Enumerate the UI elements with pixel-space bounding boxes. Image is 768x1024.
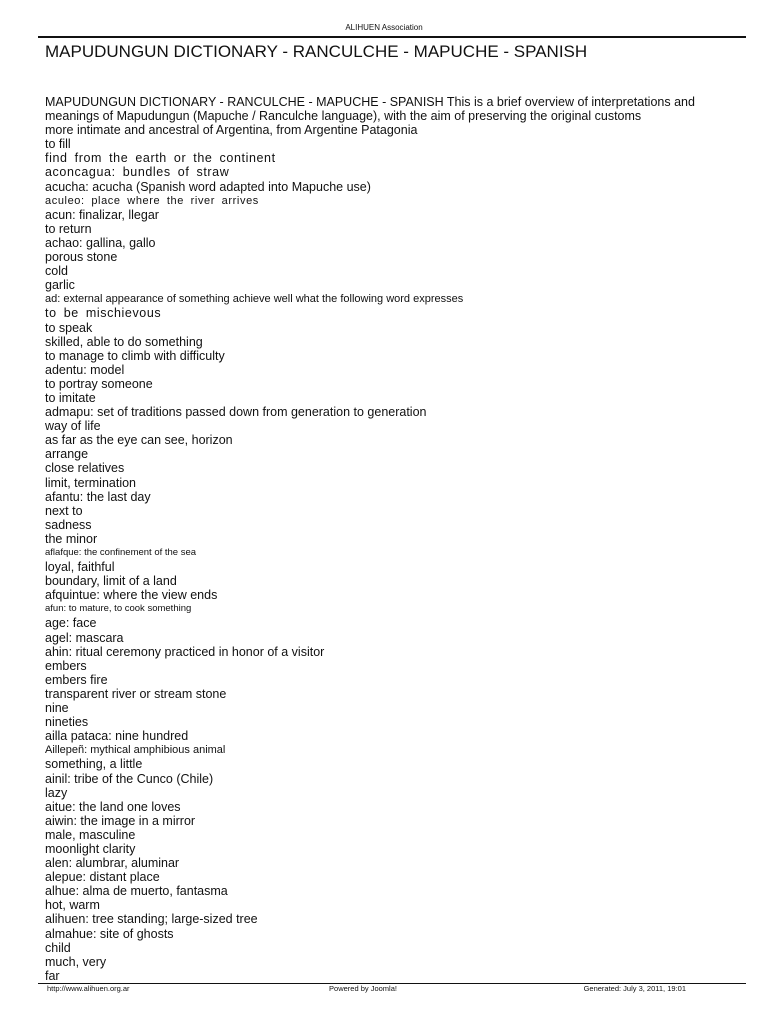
dictionary-entry: boundary, limit of a land <box>45 574 177 589</box>
dictionary-entry: lazy <box>45 785 68 800</box>
dictionary-entry: nineties <box>45 715 89 730</box>
dictionary-entry: hot, warm <box>45 898 100 913</box>
dictionary-entry: close relatives <box>45 461 125 476</box>
dictionary-entry: admapu: set of traditions passed down from generation to generation <box>45 405 427 420</box>
dictionary-entry: aitue: the land one loves <box>45 799 181 814</box>
dictionary-entry: to imitate <box>45 390 96 405</box>
dictionary-entry: aiwin: the image in a mirror <box>45 813 196 828</box>
document-body <box>45 95 725 983</box>
dictionary-entry: skilled, able to do something <box>45 334 203 349</box>
intro-line: more intimate and ancestral of Argentina, from Argentine Patagonia <box>45 123 418 138</box>
intro-line: MAPUDUNGUN DICTIONARY - RANCULCHE - MAPUCHE - SPANISH This is a brief overview of interpretations and <box>45 95 695 109</box>
dictionary-entry: alihuen: tree standing; large-sized tree <box>45 912 258 927</box>
organization-header: ALIHUEN Association <box>345 23 423 32</box>
dictionary-entry: achao: gallina, gallo <box>45 235 156 250</box>
dictionary-entry: as far as the eye can see, horizon <box>45 433 233 448</box>
dictionary-entry: something, a little <box>45 757 143 772</box>
dictionary-entry: sadness <box>45 517 92 532</box>
dictionary-entry: alen: alumbrar, aluminar <box>45 856 180 871</box>
dictionary-entry: to fill <box>45 137 71 152</box>
dictionary-entry: to speak <box>45 320 93 335</box>
dictionary-entry: porous stone <box>45 250 118 265</box>
dictionary-entry: to return <box>45 221 92 236</box>
dictionary-entry: to manage to climb with difficulty <box>45 348 225 363</box>
dictionary-entry: next to <box>45 503 83 518</box>
dictionary-entry: way of life <box>45 419 101 434</box>
dictionary-entry: embers fire <box>45 672 108 687</box>
dictionary-entry: the minor <box>45 531 98 546</box>
dictionary-entry: nine <box>45 701 69 716</box>
footer-url: http://www.alihuen.org.ar <box>47 984 130 993</box>
dictionary-entry: age: face <box>45 616 97 631</box>
dictionary-entry: alhue: alma de muerto, fantasma <box>45 884 228 899</box>
dictionary-entry: cold <box>45 264 68 279</box>
dictionary-entry: transparent river or stream stone <box>45 686 227 701</box>
dictionary-entry: loyal, faithful <box>45 560 115 575</box>
dictionary-entry: to portray someone <box>45 376 153 391</box>
dictionary-entry: afantu: the last day <box>45 489 151 504</box>
intro-paragraph <box>45 95 725 137</box>
dictionary-entry: aflafque: the confinement of the sea <box>45 547 197 558</box>
dictionary-entries <box>45 137 725 983</box>
dictionary-entry: acun: finalizar, llegar <box>45 207 159 222</box>
dictionary-entry: find from the earth or the continent <box>45 151 276 166</box>
dictionary-entry: male, masculine <box>45 827 136 842</box>
dictionary-entry: much, very <box>45 954 107 969</box>
page-title: MAPUDUNGUN DICTIONARY - RANCULCHE - MAPUCHE - SPANISH <box>45 42 588 61</box>
dictionary-entry: adentu: model <box>45 362 125 377</box>
dictionary-entry: limit, termination <box>45 475 136 490</box>
dictionary-entry: ad: external appearance of something achieve well what the following word expresses <box>45 293 464 306</box>
dictionary-entry: aculeo: place where the river arrives <box>45 194 259 207</box>
footer-powered-by: Powered by Joomla! <box>329 984 397 993</box>
dictionary-entry: almahue: site of ghosts <box>45 926 174 941</box>
dictionary-entry: ailla pataca: nine hundred <box>45 729 189 744</box>
dictionary-entry: ainil: tribe of the Cunco (Chile) <box>45 771 214 786</box>
dictionary-entry: far <box>45 968 60 983</box>
dictionary-entry: arrange <box>45 447 89 462</box>
dictionary-entry: child <box>45 940 71 955</box>
dictionary-entry: to be mischievous <box>45 306 162 321</box>
dictionary-entry: embers <box>45 658 87 673</box>
footer-generated-date: Generated: July 3, 2011, 19:01 <box>583 984 686 993</box>
dictionary-entry: ahin: ritual ceremony practiced in honor of a visitor <box>45 644 325 659</box>
dictionary-entry: garlic <box>45 278 75 293</box>
dictionary-entry: afquintue: where the view ends <box>45 588 218 603</box>
dictionary-entry: acucha: acucha (Spanish word adapted into Mapuche use) <box>45 179 371 194</box>
dictionary-entry: aconcagua: bundles of straw <box>45 165 230 180</box>
dictionary-entry: moonlight clarity <box>45 841 136 856</box>
top-divider <box>38 36 746 38</box>
intro-line: meanings of Mapudungun (Mapuche / Ranculche language), with the aim of preserving the original customs <box>45 109 642 124</box>
dictionary-entry: Aillepeñ: mythical amphibious animal <box>45 744 226 757</box>
dictionary-entry: alepue: distant place <box>45 870 160 885</box>
dictionary-entry: afun: to mature, to cook something <box>45 603 192 615</box>
dictionary-entry: agel: mascara <box>45 630 124 645</box>
